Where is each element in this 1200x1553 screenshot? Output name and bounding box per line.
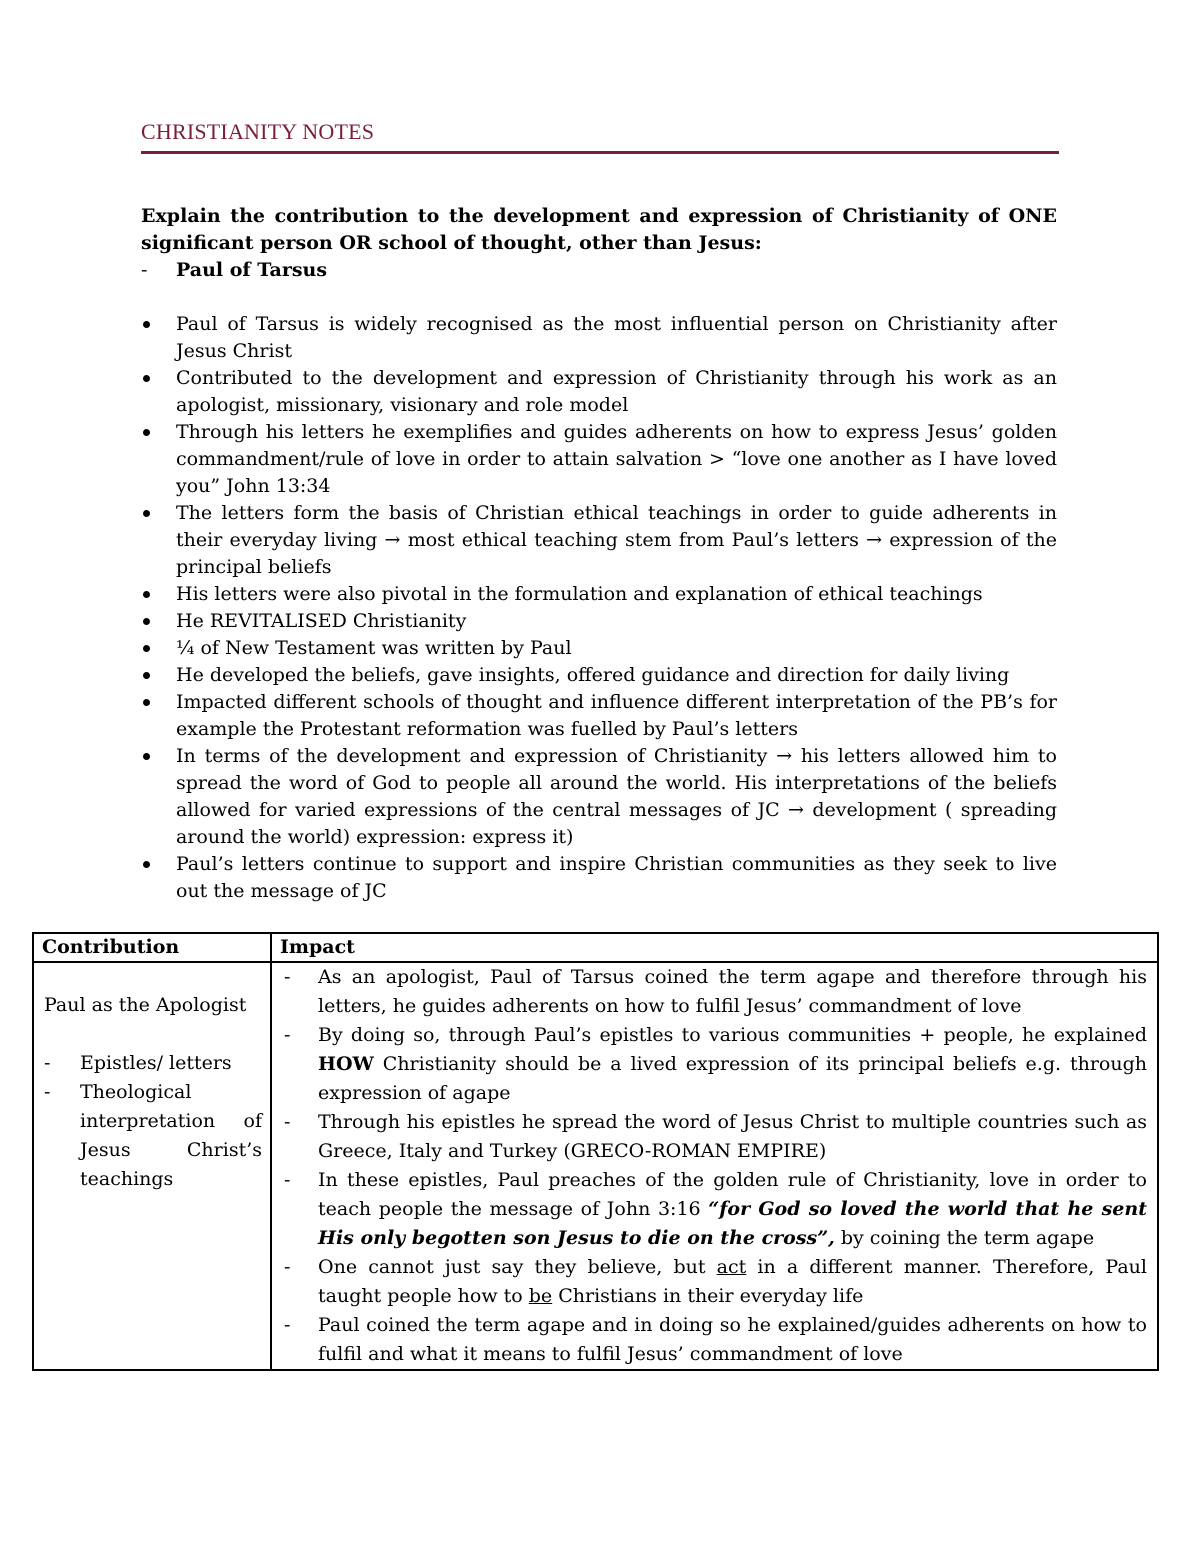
bible-quote: “for God so loved the world that he sent His only begotten son Jesus to die on the cross”, [318,1198,1147,1249]
note-item: In terms of the development and expression of Christianity → his letters allowed him to spread the word of God to people all around the world. His interpretations of the beliefs allowed for varied expressions of the central messages of JC → development ( spreading around the world) expression: express it) [141,743,1057,851]
note-item: Paul’s letters continue to support and inspire Christian communities as they seek to live out the message of JC [141,851,1057,905]
contribution-title: Paul as the Apologist [44,994,247,1016]
list-item: - Theological interpretation of Jesus Christ’s teachings [44,1081,262,1190]
subject-dash: - [141,259,148,281]
note-item: The letters form the basis of Christian ethical teachings in order to guide adherents in their everyday living → most ethical teaching stem from Paul’s letters → expression of the principal beliefs [141,500,1057,581]
list-item: - In these epistles, Paul preaches of the golden rule of Christianity, love in order to teach people the message of John 3:16 “for God so loved the world that he sent His only begotten son Jesus to die on the cross”, by coining the term agape [284,1169,1147,1249]
list-item: - Epistles/ letters [44,1052,232,1074]
note-item: ¼ of New Testament was written by Paul [141,635,1057,662]
title-underline [141,151,1059,154]
list-item: - By doing so, through Paul’s epistles to various communities + people, he explained HOW Christianity should be a lived expression of its principal beliefs e.g. through expression of agape [284,1024,1147,1104]
bullet-icon [143,861,150,868]
underlined-be: be [528,1285,553,1307]
bullet-icon [143,591,150,598]
subject-name: Paul of Tarsus [176,259,328,281]
note-item: Contributed to the development and expression of Christianity through his work as an apologist, missionary, visionary and role model [141,365,1057,419]
underlined-act: act [716,1256,747,1278]
note-item: Through his letters he exemplifies and guides adherents on how to express Jesus’ golden commandment/rule of love in order to attain salvation > “love one another as I have loved you” John 13:34 [141,419,1057,500]
bullet-icon [143,618,150,625]
bullet-icon [143,429,150,436]
note-item: His letters were also pivotal in the formulation and explanation of ethical teachings [141,581,1057,608]
impact-list [284,963,1147,1369]
bullet-icon [143,699,150,706]
contribution-impact-table [32,932,1159,1371]
contribution-list [44,1049,262,1194]
notes-list [141,311,1057,905]
bullet-icon [143,753,150,760]
bullet-icon [143,510,150,517]
contribution-cell [33,962,271,1370]
list-item: - As an apologist, Paul of Tarsus coined the term agape and therefore through his letters, he guides adherents on how to fulfil Jesus’ commandment of love [284,966,1147,1017]
bullet-icon [143,672,150,679]
note-item: He REVITALISED Christianity [141,608,1057,635]
list-item: - Through his epistles he spread the word of Jesus Christ to multiple countries such as Greece, Italy and Turkey (GRECO-ROMAN EMPIRE) [284,1111,1147,1162]
note-item: Paul of Tarsus is widely recognised as the most influential person on Christianity after Jesus Christ [141,311,1057,365]
emphasis-how: HOW [318,1053,374,1075]
page-title: CHRISTIANITY NOTES [141,119,375,144]
table-header-row [33,933,1158,962]
bullet-icon [143,645,150,652]
table-row [33,962,1158,1370]
note-item: Impacted different schools of thought and influence different interpretation of the PB’s for example the Protestant reformation was fuelled by Paul’s letters [141,689,1057,743]
column-header-contribution: Contribution [33,933,271,962]
column-header-impact: Impact [271,933,1158,962]
bullet-icon [143,321,150,328]
subject-line [141,257,327,284]
list-item: - Paul coined the term agape and in doing so he explained/guides adherents on how to fulfil and what it means to fulfil Jesus’ commandment of love [284,1314,1147,1365]
impact-cell [271,962,1158,1370]
bullet-icon [143,375,150,382]
note-item: He developed the beliefs, gave insights, offered guidance and direction for daily living [141,662,1057,689]
question-prompt: Explain the contribution to the development and expression of Christianity of ONE significant person OR school of thought, other than Jesus: [141,205,1057,254]
list-item: - One cannot just say they believe, but act in a different manner. Therefore, Paul taught people how to be Christians in their everyday life [284,1256,1147,1307]
